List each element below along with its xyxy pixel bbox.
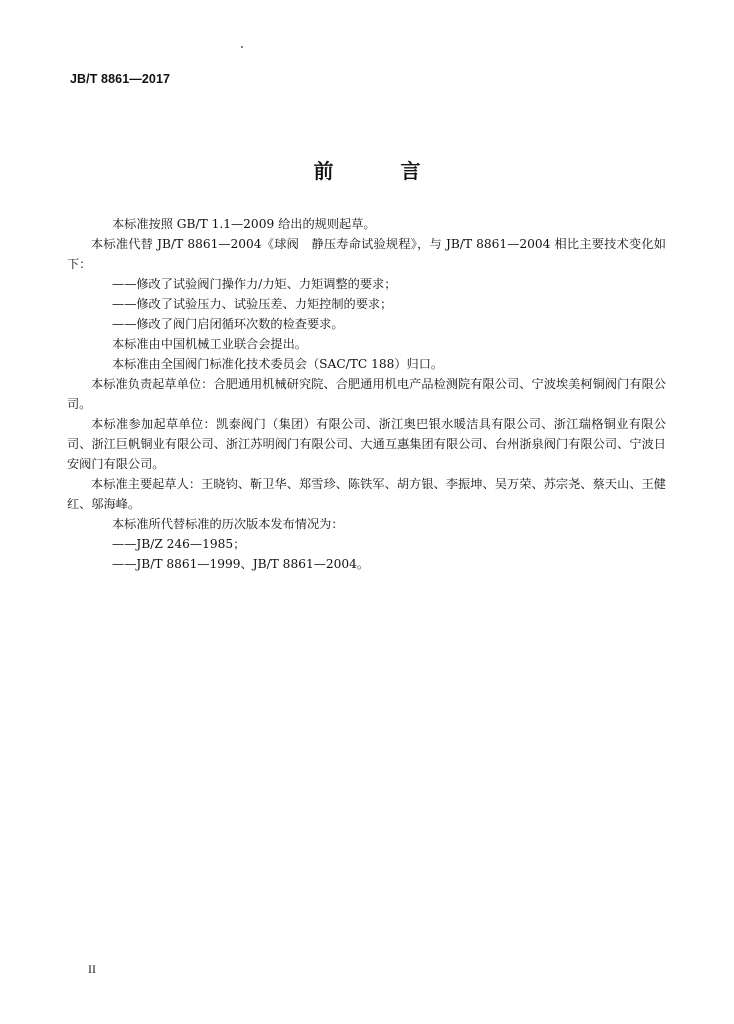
page-title: 前 言	[313, 159, 451, 183]
list-item: ——JB/T 8861—1999、JB/T 8861—2004。	[112, 557, 370, 571]
scan-speck	[241, 46, 243, 48]
paragraph-drafters: 本标准主要起草人：王晓钧、靳卫华、郑雪珍、陈铁军、胡方银、李振坤、吴万荣、苏宗尧、蔡天山、王健红、邬海峰。	[67, 477, 666, 511]
paragraph-main-drafting-units: 本标准负责起草单位：合肥通用机械研究院、合肥通用机电产品检测院有限公司、宁波埃美柯铜阀门有限公司。	[67, 377, 666, 411]
paragraph-proposer: 本标准由中国机械工业联合会提出。	[112, 337, 307, 351]
paragraph-participating-units: 本标准参加起草单位：凯泰阀门（集团）有限公司、浙江奥巴银水暖洁具有限公司、浙江瑞格铜业有限公司、浙江巨帆铜业有限公司、浙江苏明阀门有限公司、大通互惠集团有限公司、台州浙泉阀门有限公司、宁波日安阀门有限公司。	[67, 417, 666, 471]
paragraph-replacement: 本标准代替 JB/T 8861—2004《球阀 静压寿命试验规程》，与 JB/T 8861—2004 相比主要技术变化如下：	[67, 237, 666, 271]
page-number: II	[88, 962, 96, 976]
paragraph-committee: 本标准由全国阀门标准化技术委员会（SAC/TC 188）归口。	[112, 357, 444, 371]
list-item: ——修改了阀门启闭循环次数的检查要求。	[112, 317, 344, 331]
list-item: ——修改了试验压力、试验压差、力矩控制的要求；	[112, 297, 393, 311]
paragraph-history: 本标准所代替标准的历次版本发布情况为：	[112, 517, 344, 531]
paragraph-drafting-rules: 本标准按照 GB/T 1.1—2009 给出的规则起草。	[112, 217, 376, 231]
foreword-content	[67, 214, 666, 574]
standard-code: JB/T 8861—2017	[70, 72, 171, 86]
list-item: ——JB/Z 246—1985；	[112, 537, 246, 551]
list-item: ——修改了试验阀门操作力/力矩、力矩调整的要求；	[112, 277, 397, 291]
